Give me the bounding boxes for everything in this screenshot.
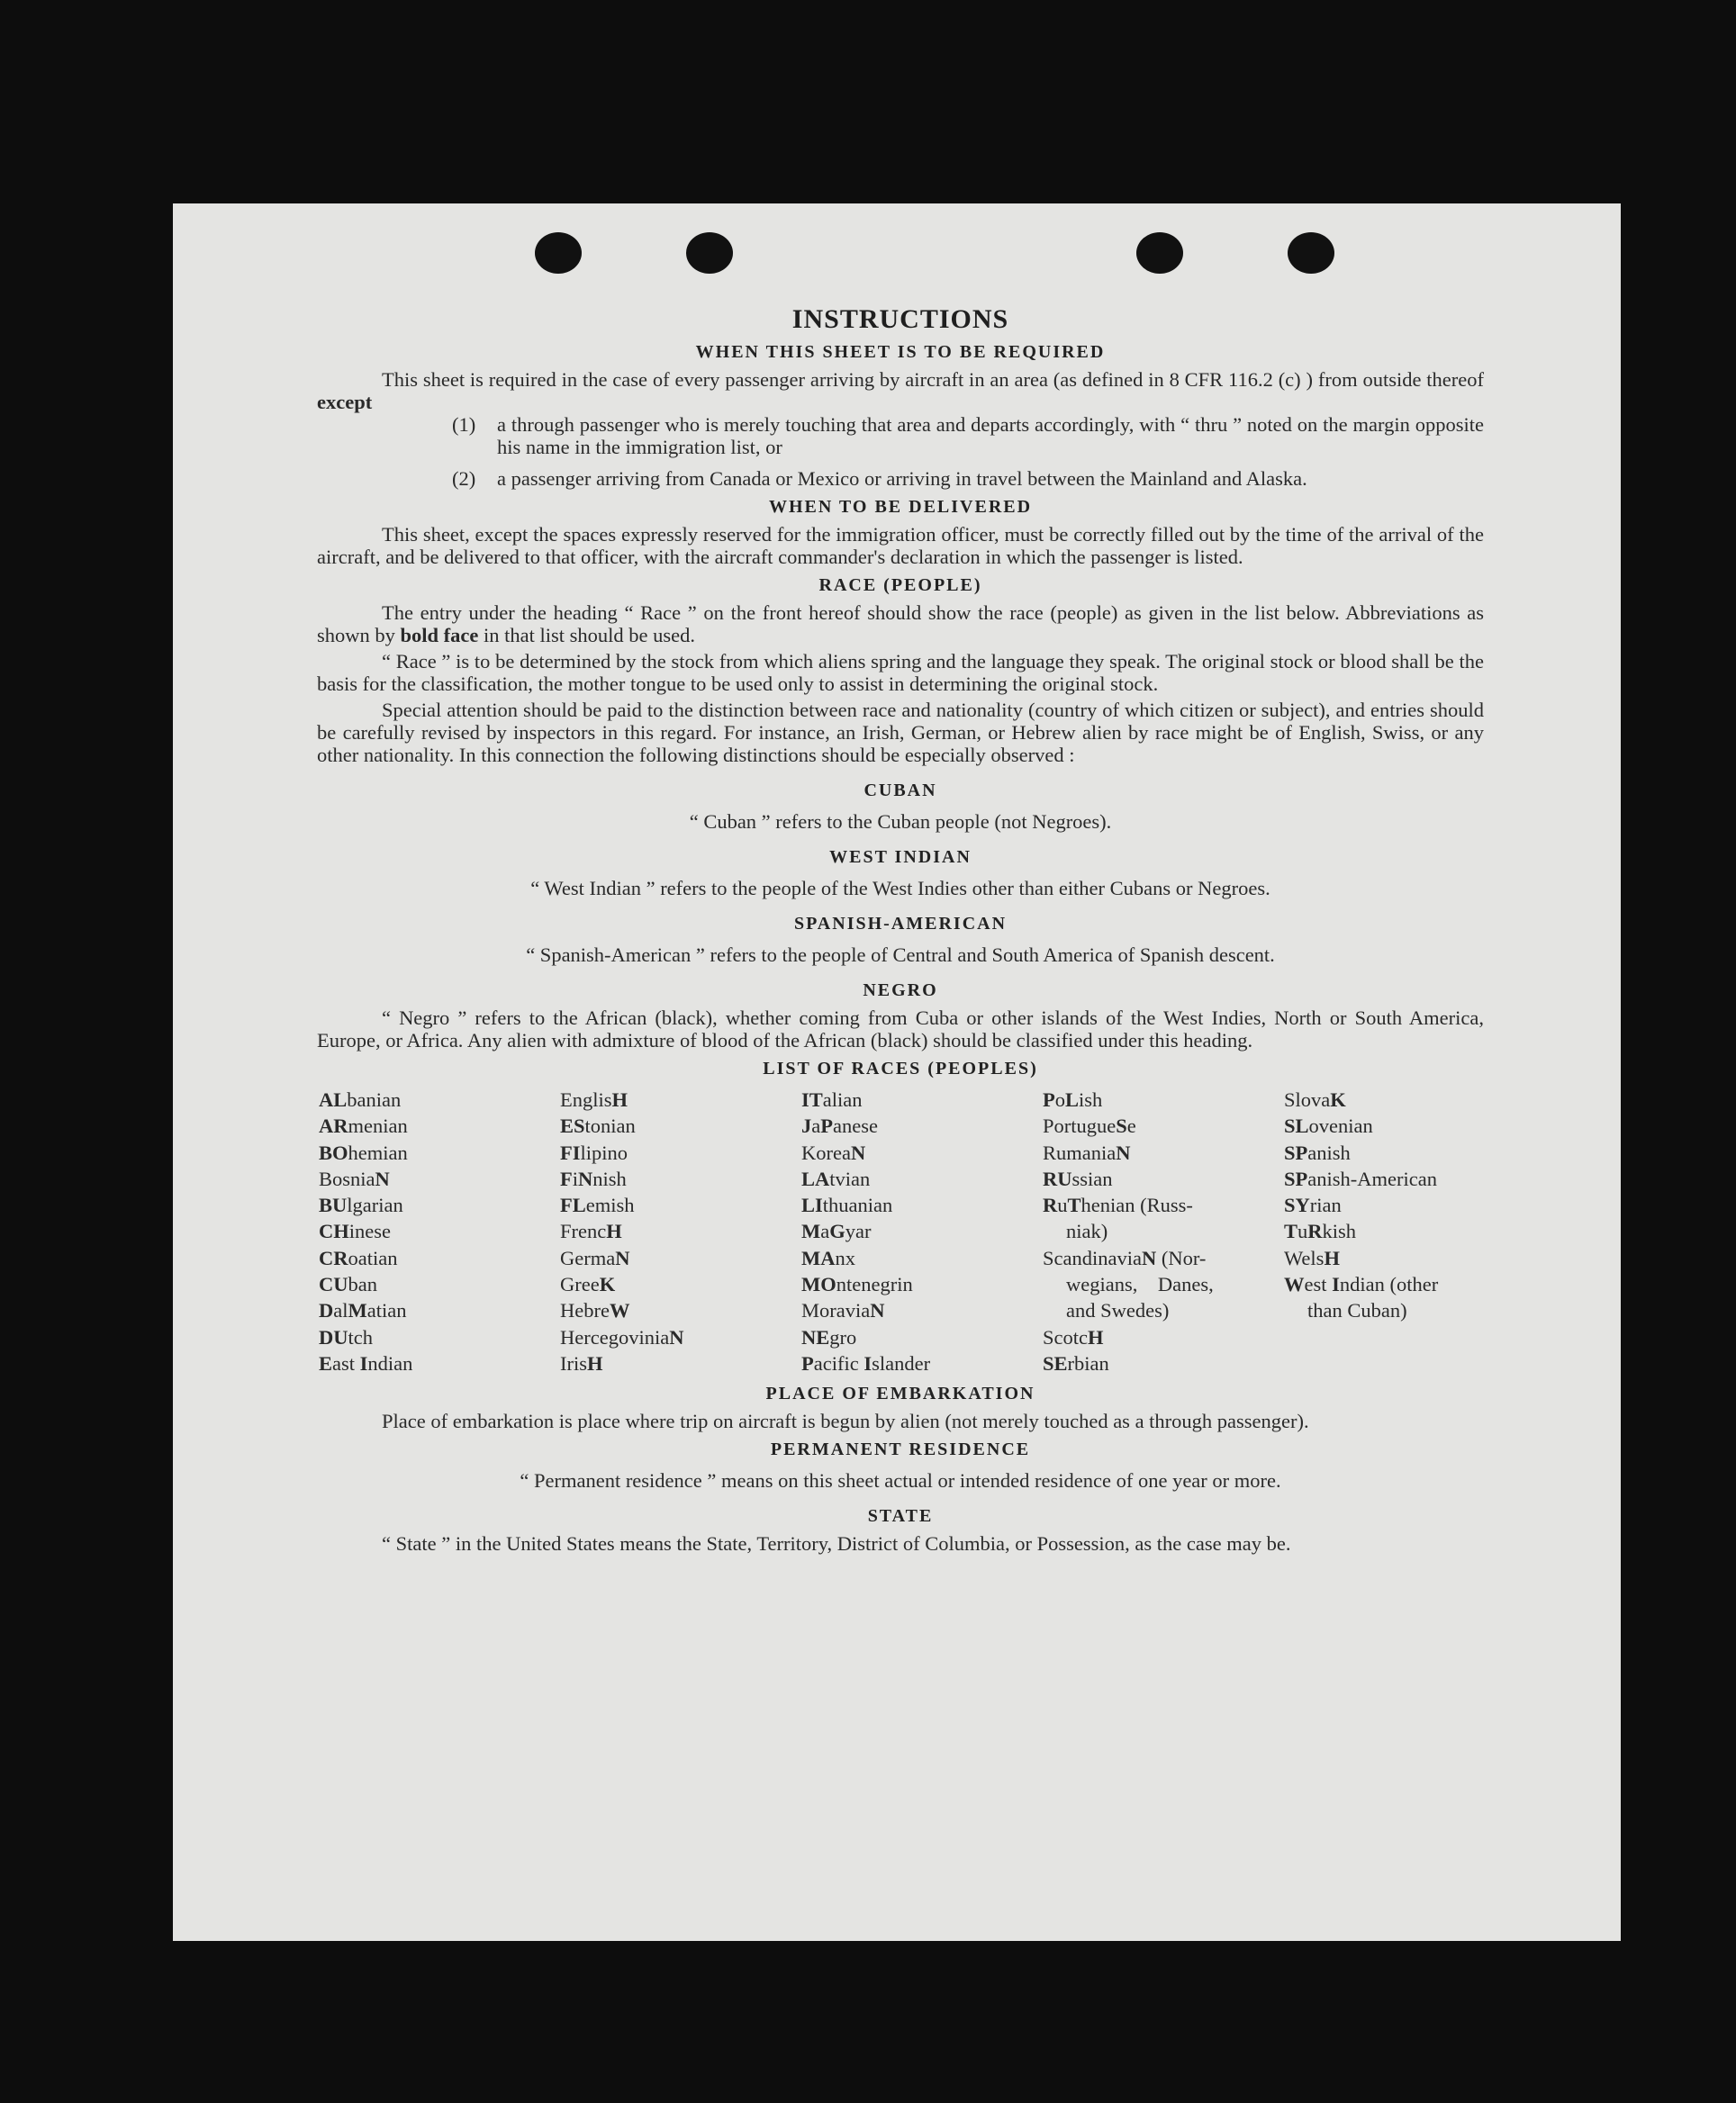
heading-delivered: WHEN TO BE DELIVERED	[768, 497, 1033, 517]
document-body	[317, 304, 1484, 1555]
race-entry: BosniaN	[319, 1167, 390, 1190]
race-entry: TuRkish	[1284, 1220, 1357, 1243]
delivered-text: This sheet, except the spaces expressly reserved for the immigration officer, must be correctly filled out by the time of the arrival of the aircraft, and be delivered to that officer, with the aircraft commander's declaration in which the passenger is listed.	[317, 523, 1484, 568]
heading-list-of-races: LIST OF RACES (PEOPLES)	[763, 1059, 1038, 1079]
race-entry: LIthuanian	[801, 1194, 893, 1217]
race-column	[1043, 1087, 1284, 1376]
heading-race: RACE (PEOPLE)	[818, 575, 982, 595]
heading-west-indian: WEST INDIAN	[829, 847, 972, 867]
race-entry: CUban	[319, 1273, 377, 1296]
race-entry: ITalian	[801, 1088, 863, 1111]
state-text: “ State ” in the United States means the State, Territory, District of Columbia, or Possession, as the case may be.	[382, 1532, 1291, 1556]
race-entry: CRoatian	[319, 1246, 398, 1269]
heading-permanent-residence: PERMANENT RESIDENCE	[770, 1440, 1031, 1460]
race-entry: CHinese	[319, 1220, 391, 1243]
exception-item-1: (1) a through passenger who is merely touching that area and departs accordingly, with “ thru ” noted on the margin opposite his name in the immigration list, or	[452, 413, 1484, 458]
race-entry: and Swedes)	[1066, 1299, 1170, 1322]
exception-item-2: (2) a passenger arriving from Canada or Mexico or arriving in travel between the Mainland and Alaska.	[452, 467, 1307, 490]
race-entry: PortugueSe	[1043, 1115, 1136, 1138]
race-entry: SYrian	[1284, 1194, 1342, 1217]
race-entry: GreeK	[560, 1273, 616, 1296]
race-paragraph-3: Special attention should be paid to the distinction between race and nationality (country of which citizen or subject), and entries should be carefully revised by inspectors in this regard. For instance, an Irish, German, or Hebrew alien by race might be of English, Swiss, or any other nationality. In this connection the following distinctions should be especially observed :	[317, 699, 1484, 766]
race-column	[319, 1087, 560, 1376]
heading-required: WHEN THIS SHEET IS TO BE REQUIRED	[695, 342, 1106, 362]
race-entry: LAtvian	[801, 1167, 871, 1190]
heading-negro: NEGRO	[863, 980, 938, 1000]
instruction-sheet	[173, 203, 1621, 1941]
race-entry: wegians, Danes,	[1066, 1273, 1214, 1296]
race-entry: DalMatian	[319, 1299, 407, 1322]
heading-cuban: CUBAN	[863, 781, 937, 800]
race-entry: SlovaK	[1284, 1088, 1346, 1111]
race-entry: MoraviaN	[801, 1299, 885, 1322]
race-paragraph-2: “ Race ” is to be determined by the stock from which aliens spring and the language they speak. The original stock or blood shall be the basis for the classification, the mother tongue to be used only to assist in determining the original stock.	[317, 650, 1484, 695]
page-title: INSTRUCTIONS	[791, 304, 1009, 334]
race-entry: ALbanian	[319, 1088, 402, 1111]
race-entry: BUlgarian	[319, 1194, 403, 1217]
west-indian-text: “ West Indian ” refers to the people of the West Indies other than either Cubans or Negroes.	[530, 877, 1270, 899]
punch-hole	[686, 232, 733, 274]
embarkation-text: Place of embarkation is place where trip on aircraft is begun by alien (not merely touched as a through passenger).	[382, 1410, 1309, 1433]
race-entry: WelsH	[1284, 1246, 1340, 1269]
race-entry: IrisH	[560, 1351, 603, 1375]
heading-spanish-american: SPANISH-AMERICAN	[793, 914, 1008, 934]
race-entry: GermaN	[560, 1246, 630, 1269]
race-entry: HebreW	[560, 1299, 630, 1322]
race-entry: Pacific Islander	[801, 1351, 931, 1375]
race-entry: niak)	[1066, 1220, 1108, 1243]
race-entry: RumaniaN	[1043, 1141, 1131, 1164]
race-entry: ScotcH	[1043, 1325, 1104, 1349]
race-entry: ARmenian	[319, 1115, 408, 1138]
race-column	[560, 1087, 801, 1376]
punch-hole	[1288, 232, 1334, 274]
heading-state: STATE	[867, 1506, 934, 1527]
race-entry: FrencH	[560, 1220, 622, 1243]
race-entry: West Indian (other	[1284, 1273, 1439, 1296]
negro-text: “ Negro ” refers to the African (black), whether coming from Cuba or other islands of the West Indies, North or South America, Europe, or Africa. Any alien with admixture of blood of the African (black) should be classified under this heading.	[317, 1006, 1484, 1052]
race-entry: EnglisH	[560, 1088, 628, 1111]
race-entry: PoLish	[1043, 1088, 1103, 1111]
race-entry: RuThenian (Russ-	[1043, 1194, 1193, 1217]
race-entry: RUssian	[1043, 1167, 1113, 1190]
race-entry: BOhemian	[319, 1141, 408, 1164]
punch-hole	[1136, 232, 1183, 274]
race-entry: NEgro	[801, 1325, 857, 1349]
race-column	[1284, 1087, 1500, 1376]
race-entry: SErbian	[1043, 1351, 1109, 1375]
permanent-residence-text: “ Permanent residence ” means on this sheet actual or intended residence of one year or more.	[520, 1469, 1281, 1493]
race-entry: DUtch	[319, 1325, 373, 1349]
race-entry: SLovenian	[1284, 1115, 1373, 1138]
race-entry: FiNnish	[560, 1167, 627, 1190]
required-intro: This sheet is required in the case of every passenger arriving by aircraft in an area (as defined in 8 CFR 116.2 (c) ) from outside thereof except	[317, 368, 1484, 413]
race-entry: KoreaN	[801, 1141, 866, 1164]
race-entry: than Cuban)	[1307, 1299, 1407, 1322]
race-entry: ScandinaviaN (Nor-	[1043, 1246, 1207, 1269]
punch-hole	[535, 232, 582, 274]
race-entry: JaPanese	[801, 1115, 878, 1138]
race-entry: MaGyar	[801, 1220, 872, 1243]
race-entry: FLemish	[560, 1194, 635, 1217]
cuban-text: “ Cuban ” refers to the Cuban people (not Negroes).	[689, 810, 1112, 833]
heading-embarkation: PLACE OF EMBARKATION	[765, 1384, 1035, 1404]
race-entry: East Indian	[319, 1351, 413, 1375]
list-of-races	[319, 1087, 1484, 1376]
race-entry: HercegoviniaN	[560, 1325, 684, 1349]
race-entry: SPanish	[1284, 1141, 1351, 1164]
race-entry: EStonian	[560, 1115, 636, 1138]
race-entry: SPanish-American	[1284, 1167, 1437, 1190]
race-entry: MAnx	[801, 1246, 855, 1269]
race-column	[801, 1087, 1043, 1376]
race-entry: MOntenegrin	[801, 1273, 913, 1296]
race-entry: FIlipino	[560, 1141, 628, 1164]
spanish-american-text: “ Spanish-American ” refers to the people of Central and South America of Spanish descent.	[526, 943, 1275, 966]
race-paragraph-1: The entry under the heading “ Race ” on the front hereof should show the race (people) as given in the list below. Abbreviations as shown by bold face in that list should be used.	[317, 601, 1484, 646]
